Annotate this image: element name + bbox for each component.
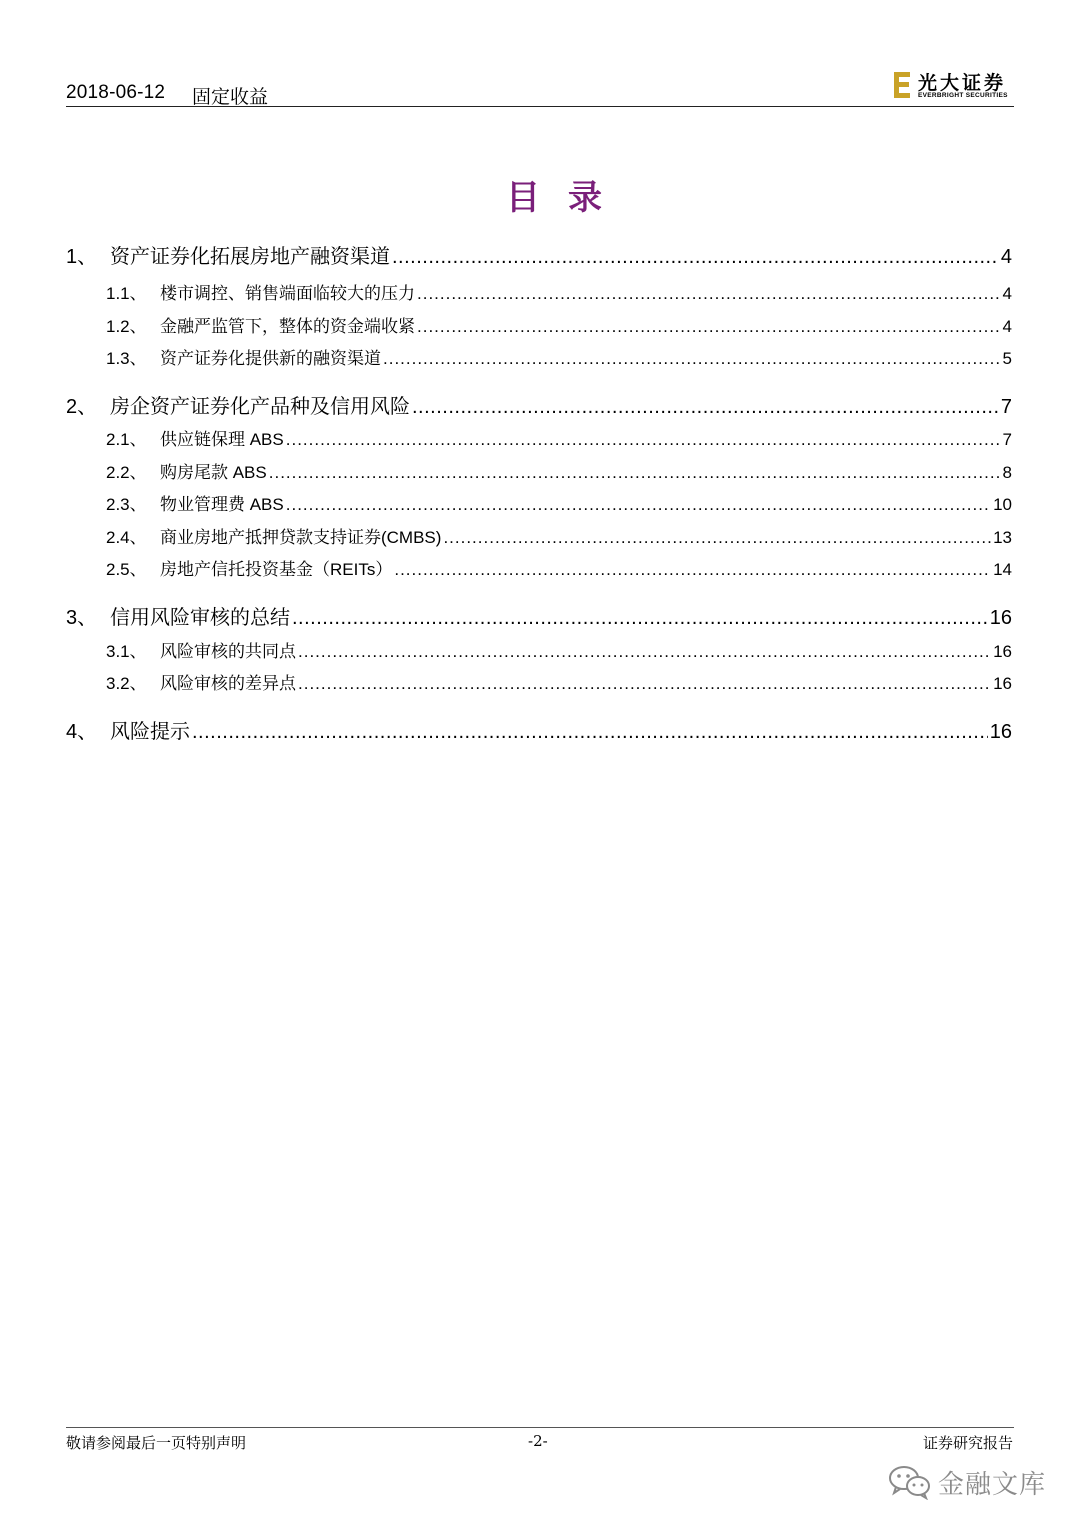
toc-entry-label: 资产证券化提供新的融资渠道 [160,349,381,368]
toc-entry[interactable] [66,425,1012,450]
toc-entry[interactable] [66,390,1012,419]
toc-entry-page: 16 [989,721,1012,743]
toc-entry-page: 16 [993,674,1012,693]
toc-entry-page: 16 [993,642,1012,661]
logo-text-en: EVERBRIGHT SECURITIES [918,92,1008,99]
toc-entry-label: 楼市调控、销售端面临较大的压力 [160,284,415,303]
toc-entry-label: 供应链保理 ABS [160,430,284,449]
toc-entry-page: 7 [1002,430,1012,449]
toc-entry-label: 风险提示 [110,721,190,743]
toc-entry[interactable] [66,458,1012,483]
toc-entry-number: 3.1、 [106,642,147,661]
toc-entry-label: 风险审核的共同点 [160,642,296,661]
toc-entry-number: 2.4、 [106,528,147,547]
toc-entry-number: 2.5、 [106,560,147,579]
toc-dot-leader [286,495,991,515]
toc-entry-page: 10 [993,495,1012,514]
toc-dot-leader [412,396,999,419]
toc-entry-number: 2.2、 [106,463,147,482]
everbright-logo [892,70,1014,102]
report-type: 证券研究报告 [922,1434,1013,1452]
toc-entry-number: 2.3、 [106,495,147,514]
disclaimer-note: 敬请参阅最后一页特别声明 [66,1434,247,1452]
toc-entry[interactable] [66,312,1012,337]
toc-dot-leader [383,349,1001,369]
toc-entry-page: 5 [1002,349,1012,368]
toc-entry-page: 8 [1002,463,1012,482]
toc-dot-leader [292,607,988,630]
logo-text-cn: 光大证券 [918,72,1007,94]
toc-entry-label: 房企资产证券化产品种及信用风险 [110,396,410,418]
toc-entry[interactable] [66,344,1012,369]
toc-dot-leader [443,528,991,548]
toc-entry-page: 14 [993,560,1012,579]
toc-title: 目录 [506,178,630,218]
toc-entry[interactable] [66,240,1012,269]
page-number: -2- [528,1432,548,1450]
toc-entry-number: 1.1、 [106,284,147,303]
toc-dot-leader [192,721,988,744]
toc-entry-number: 1.3、 [106,349,147,368]
toc-entry-number: 2.1、 [106,430,147,449]
report-date: 2018-06-12 [66,82,166,103]
toc-entry-page: 13 [993,528,1012,547]
toc-dot-leader [392,246,999,269]
toc-entry-number: 1、 [66,246,98,268]
report-topic: 固定收益 [192,87,269,108]
toc-entry-page: 4 [1002,317,1012,336]
toc-entry-label: 商业房地产抵押贷款支持证券(CMBS) [160,528,442,547]
toc-entry-page: 7 [1000,396,1012,418]
toc-dot-leader [417,284,1001,304]
wechat-icon [888,1464,932,1500]
toc-entry[interactable] [66,490,1012,515]
toc-entry-label: 资产证券化拓展房地产融资渠道 [110,246,390,268]
toc-entry[interactable] [66,669,1012,694]
toc-entry-label: 房地产信托投资基金（REITs） [160,560,393,579]
toc-entry[interactable] [66,555,1012,580]
toc-entry-page: 4 [1000,246,1012,268]
toc-entry-number: 4、 [66,721,98,743]
toc-dot-leader [298,674,991,694]
toc-entry-label: 物业管理费 ABS [160,495,284,514]
toc-entry-number: 1.2、 [106,317,147,336]
toc-dot-leader [298,642,991,662]
toc-entry-label: 信用风险审核的总结 [110,607,290,629]
toc-entry[interactable] [66,279,1012,304]
toc-dot-leader [417,317,1001,337]
footer-divider [66,1427,1014,1428]
toc-entry-number: 3.2、 [106,674,147,693]
wechat-watermark [888,1460,1058,1504]
toc-dot-leader [286,430,1001,450]
everbright-logo-icon [892,70,912,100]
toc-entry[interactable] [66,601,1012,630]
toc-entry[interactable] [66,637,1012,662]
toc-entry[interactable] [66,523,1012,548]
toc-dot-leader [269,463,1001,483]
header-divider [66,106,1014,107]
toc-entry-page: 4 [1002,284,1012,303]
page-header [66,76,1014,110]
toc-entry-label: 购房尾款 ABS [160,463,267,482]
toc-dot-leader [394,560,991,580]
toc-entry-label: 金融严监管下，整体的资金端收紧 [160,317,415,336]
toc-entry-label: 风险审核的差异点 [160,674,296,693]
toc-entry-number: 2、 [66,396,98,418]
toc-entry[interactable] [66,715,1012,744]
toc-entry-page: 16 [989,607,1012,629]
wechat-account-name: 金融文库 [938,1469,1047,1499]
toc-entry-number: 3、 [66,607,98,629]
